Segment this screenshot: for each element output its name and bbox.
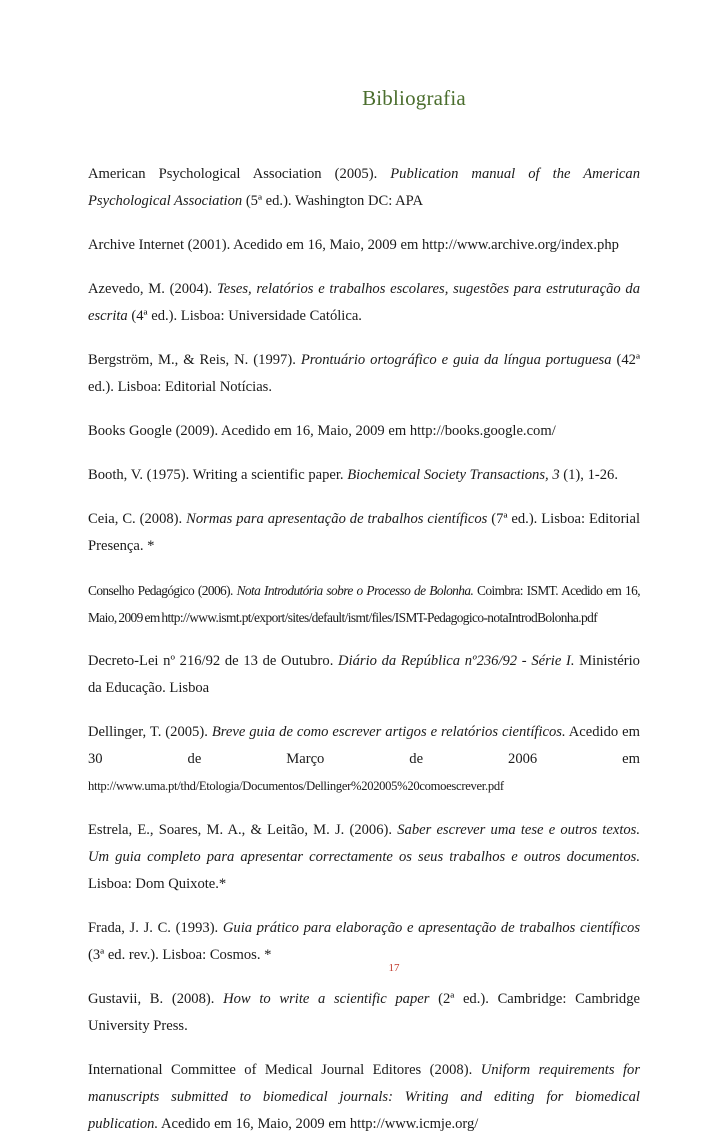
reference-list	[88, 161, 640, 1138]
reference-item: American Psychological Association (2005). Publication manual of the American Psychological Association (5ª ed.). Washington DC: APA	[88, 166, 640, 209]
reference-item: Estrela, E., Soares, M. A., & Leitão, M. J. (2006). Saber escrever uma tese e outros textos. Um guia completo para apresentar correctamente os seus trabalhos e outros documentos. Lisboa: Dom Quixote.*	[88, 822, 641, 892]
reference-item: Books Google (2009). Acedido em 16, Maio, 2009 em http://books.google.com/	[88, 423, 556, 439]
reference-item: Booth, V. (1975). Writing a scientific paper. Biochemical Society Transactions, 3 (1), 1-26.	[88, 467, 618, 483]
reference-item: Gustavii, B. (2008). How to write a scientific paper (2ª ed.). Cambridge: Cambridge University Press.	[88, 991, 640, 1034]
reference-item: Ceia, C. (2008). Normas para apresentação de trabalhos científicos (7ª ed.). Lisboa: Editorial Presença. *	[88, 511, 641, 554]
reference-item: Decreto-Lei nº 216/92 de 13 de Outubro. Diário da República nº236/92 - Série I. Ministério da Educação. Lisboa	[88, 653, 640, 696]
reference-url: http://www.uma.pt/thd/Etologia/Documentos/Dellinger%202005%20comoescrever.pdf	[88, 779, 504, 793]
reference-item: Archive Internet (2001). Acedido em 16, Maio, 2009 em http://www.archive.org/index.php	[88, 237, 619, 253]
reference-item: Bergström, M., & Reis, N. (1997). Prontuário ortográfico e guia da língua portuguesa (42ª ed.). Lisboa: Editorial Notícias.	[88, 352, 640, 395]
reference-item: International Committee of Medical Journal Editores (2008). Uniform requirements for manuscripts submitted to biomedical journals: Writing and editing for biomedical publication. Acedido em 16, Maio, 2009 em http://www.icmje.org/	[88, 1062, 641, 1132]
reference-item: Frada, J. J. C. (1993). Guia prático para elaboração e apresentação de trabalhos científicos (3ª ed. rev.). Lisboa: Cosmos. *	[88, 920, 640, 963]
reference-item: Dellinger, T. (2005). Breve guia de como escrever artigos e relatórios científicos. Acedido em 30 de Março de 2006 em http://www.uma.pt/thd/Etologia/Documentos/Dellinger%202005%20comoescrever.pdf	[88, 724, 640, 793]
page-number: 17	[388, 962, 400, 974]
reference-item: Azevedo, M. (2004). Teses, relatórios e trabalhos escolares, sugestões para estruturação da escrita (4ª ed.). Lisboa: Universidade Católica.	[88, 281, 641, 324]
page-title: Bibliografia	[362, 86, 466, 110]
reference-item: Conselho Pedagógico (2006). Nota Introdutória sobre o Processo de Bolonha. Coimbra: ISMT. Acedido em 16, Maio, 2009 em http://www.ismt.pt/export/sites/default/ismt/files/ISMT-Pedagogico-notaIntrodBolonha.pdf	[88, 583, 640, 625]
